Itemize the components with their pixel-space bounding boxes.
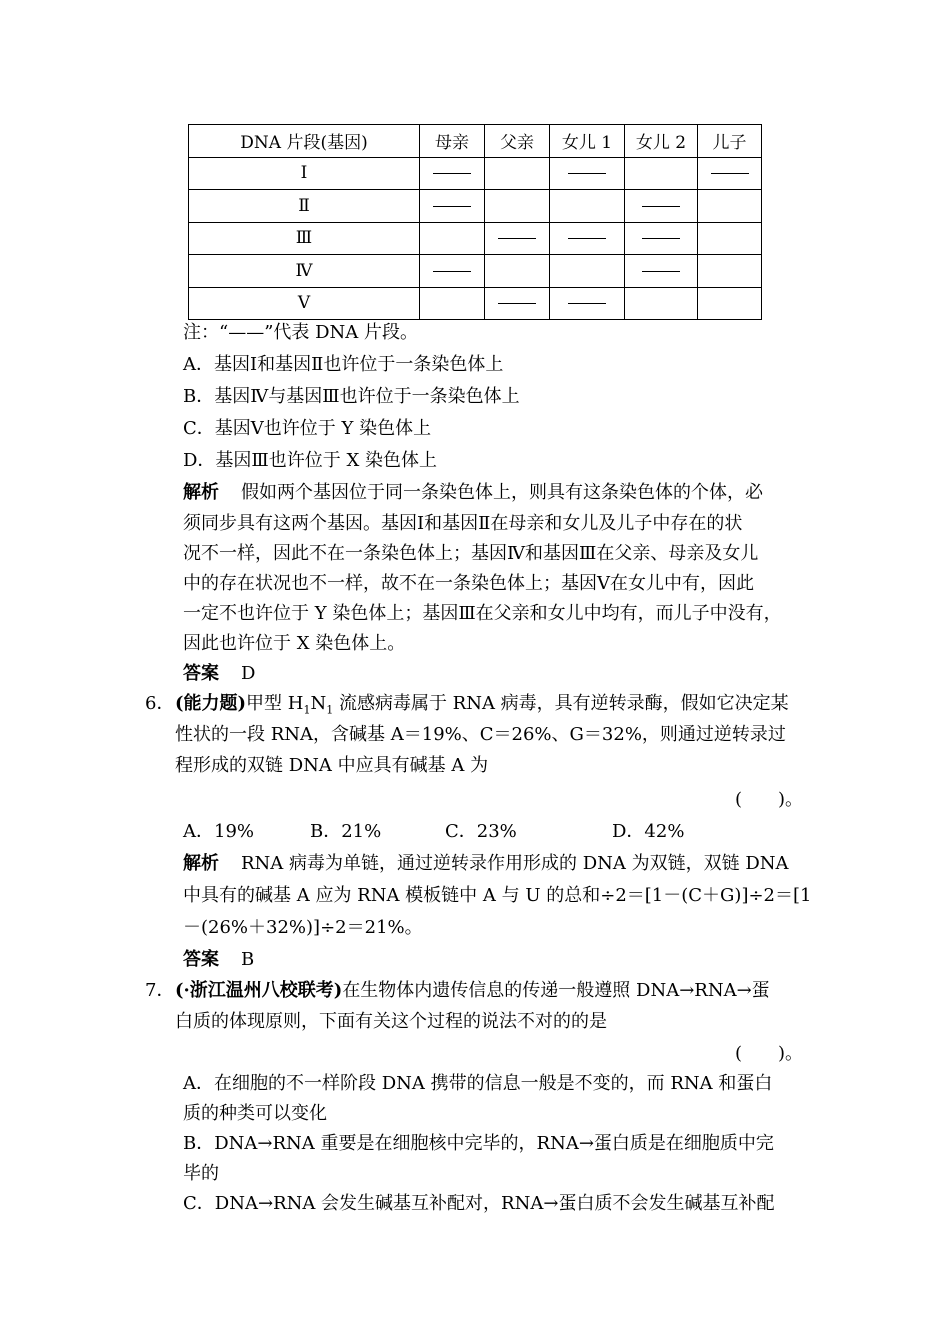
table-header: DNA 片段(基因) [189, 125, 420, 158]
dna-segment-mark [568, 238, 606, 239]
table-cell [420, 157, 485, 190]
table-cell [625, 287, 698, 320]
q5-option-b: B．基因Ⅳ与基因Ⅲ也许位于一条染色体上 [183, 386, 520, 407]
table-cell [625, 222, 698, 255]
q6-analysis-line: RNA 病毒为单链，通过逆转录作用形成的 DNA 为双链，双链 DNA [241, 853, 789, 874]
table-cell [698, 287, 762, 320]
q7-option-line: 毕的 [183, 1163, 219, 1184]
q7-option-line: A．在细胞的不一样阶段 DNA 携带的信息一般是不变的，而 RNA 和蛋白 [183, 1073, 773, 1094]
dna-segment-mark [568, 173, 606, 174]
q5-analysis-line: 况不一样，因此不在一条染色体上；基因Ⅳ和基因Ⅲ在父亲、母亲及女儿 [183, 543, 759, 564]
table-header: 女儿 1 [550, 125, 625, 158]
table-cell [625, 255, 698, 288]
q7-stem-line: (·浙江温州八校联考)在生物体内遗传信息的传递一般遵照 DNA→RNA→蛋 [175, 980, 770, 1001]
q6-answer-label: 答案 [183, 949, 219, 970]
table-cell [550, 255, 625, 288]
table-row [189, 157, 762, 190]
row-label: Ⅴ [189, 287, 420, 320]
q7-number: 7． [145, 980, 175, 1001]
q6-answer: B [241, 949, 255, 970]
table-cell [420, 255, 485, 288]
q5-answer: D [241, 663, 256, 684]
row-label: Ⅲ [189, 222, 420, 255]
q5-analysis-line: 一定不也许位于 Y 染色体上；基因Ⅲ在父亲和女儿中均有，而儿子中没有， [183, 603, 782, 624]
q5-option-d: D．基因Ⅲ也许位于 X 染色体上 [183, 450, 438, 471]
row-label: Ⅱ [189, 190, 420, 223]
table-cell [485, 255, 550, 288]
q7-answer-bracket: ( )。 [735, 1043, 804, 1064]
q5-analysis-line: 因此也许位于 X 染色体上。 [183, 633, 406, 654]
dna-segment-mark [711, 173, 749, 174]
table-cell [550, 287, 625, 320]
dna-segment-mark [498, 238, 536, 239]
q6-option-b: B．21% [310, 821, 382, 842]
q6-option-d: D．42% [612, 821, 685, 842]
table-header: 母亲 [420, 125, 485, 158]
q6-option-a: A．19% [183, 821, 255, 842]
q7-option-line: 质的种类可以变化 [183, 1103, 327, 1124]
q6-tag: (能力题) [175, 693, 247, 714]
q7-option-line: C．DNA→RNA 会发生碱基互补配对，RNA→蛋白质不会发生碱基互补配 [183, 1193, 775, 1214]
table-header-row [189, 125, 762, 158]
q5-option-c: C．基因Ⅴ也许位于 Y 染色体上 [183, 418, 432, 439]
table-header: 儿子 [698, 125, 762, 158]
q6-analysis-label: 解析 [183, 853, 219, 874]
dna-segment-mark [642, 206, 680, 207]
dna-segment-mark [433, 173, 471, 174]
q7-option-line: B．DNA→RNA 重要是在细胞核中完毕的，RNA→蛋白质是在细胞质中完 [183, 1133, 774, 1154]
table-cell [420, 287, 485, 320]
q6-analysis-line: －(26%＋32%)]÷2＝21%。 [183, 917, 423, 938]
q5-analysis-label: 解析 [183, 482, 219, 503]
q6-option-c: C．23% [445, 821, 517, 842]
q5-analysis-line: 假如两个基因位于同一条染色体上，则具有这条染色体的个体，必 [241, 482, 763, 503]
dna-segment-mark [642, 271, 680, 272]
q6-analysis-line: 中具有的碱基 A 应为 RNA 模板链中 A 与 U 的总和÷2＝[1－(C＋G)]÷2＝[1 [183, 885, 812, 906]
dna-segment-mark [498, 303, 536, 304]
table-header: 女儿 2 [625, 125, 698, 158]
table-cell [420, 190, 485, 223]
table-cell [550, 190, 625, 223]
table-header: 父亲 [485, 125, 550, 158]
table-cell [698, 255, 762, 288]
dna-segment-mark [568, 303, 606, 304]
row-label: Ⅳ [189, 255, 420, 288]
q7-tag: (·浙江温州八校联考) [175, 980, 343, 1001]
table-row [189, 190, 762, 223]
q6-answer-bracket: ( )。 [735, 789, 804, 810]
table-cell [698, 157, 762, 190]
table-cell [625, 190, 698, 223]
table-cell [698, 222, 762, 255]
table-cell [625, 157, 698, 190]
table-note: 注：“——”代表 DNA 片段。 [183, 322, 419, 343]
table-cell [485, 157, 550, 190]
q5-option-a: A．基因Ⅰ和基因Ⅱ也许位于一条染色体上 [183, 354, 504, 375]
q6-stem-line: (能力题)甲型 $H_1N_1$ 流感病毒属于 RNA 病毒，具有逆转录酶，假如它决定某 [175, 693, 789, 717]
table-cell [420, 222, 485, 255]
dna-segment-mark [642, 238, 680, 239]
row-label: Ⅰ [189, 157, 420, 190]
q6-stem-line: 性状的一段 RNA，含碱基 A＝19%、C＝26%、G＝32%，则通过逆转录过 [175, 724, 786, 745]
dna-segment-mark [433, 271, 471, 272]
table-row [189, 287, 762, 320]
table-cell [485, 190, 550, 223]
table-cell [550, 157, 625, 190]
table-cell [485, 287, 550, 320]
table-row [189, 222, 762, 255]
table-cell [550, 222, 625, 255]
q6-number: 6． [145, 693, 175, 714]
q6-stem-line: 程形成的双链 DNA 中应具有碱基 A 为 [175, 755, 489, 776]
q7-stem-line: 白质的体现原则，下面有关这个过程的说法不对的的是 [175, 1011, 607, 1032]
table-cell [698, 190, 762, 223]
dna-segment-mark [433, 206, 471, 207]
q5-analysis-line: 中的存在状况也不一样，故不在一条染色体上；基因Ⅴ在女儿中有，因此 [183, 573, 754, 594]
table-row [189, 255, 762, 288]
table-cell [485, 222, 550, 255]
gene-table [188, 124, 762, 320]
q5-answer-label: 答案 [183, 663, 219, 684]
q5-analysis-line: 须同步具有这两个基因。基因Ⅰ和基因Ⅱ在母亲和女儿及儿子中存在的状 [183, 513, 743, 534]
